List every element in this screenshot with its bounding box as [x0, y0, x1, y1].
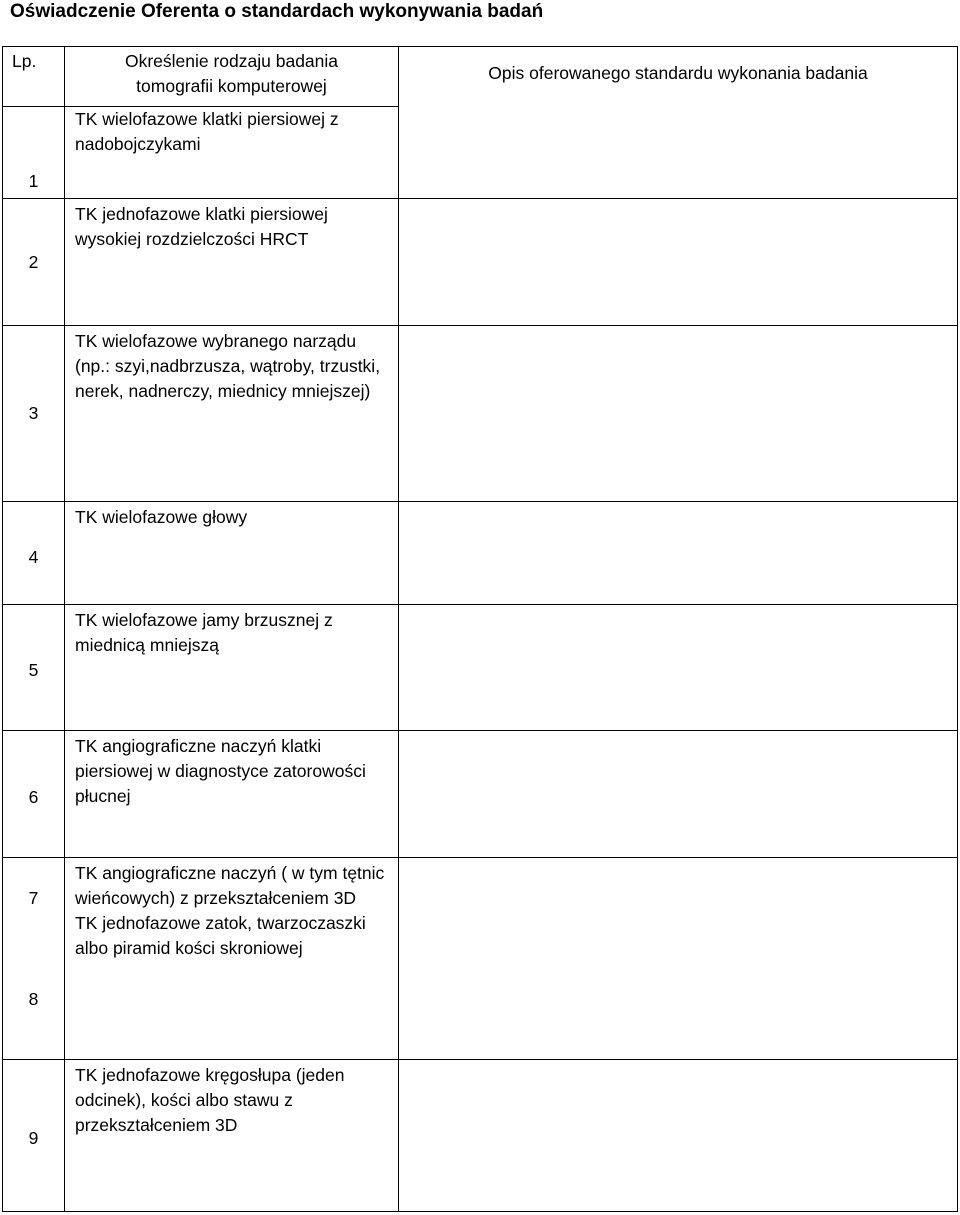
- header-description: Opis oferowanego standardu wykonania badania: [399, 47, 958, 199]
- row-description[interactable]: [399, 502, 958, 605]
- header-exam-type: [65, 47, 399, 107]
- row-exam-type: TK wielofazowe klatki piersiowej z nadobojczykami: [65, 107, 399, 199]
- row-exam-type: TK jednofazowe kręgosłupa (jeden odcinek), kości albo stawu z przekształceniem 3D: [65, 1060, 399, 1212]
- table-row: [3, 326, 958, 502]
- header-exam-type-line1: Określenie rodzaju badania: [124, 51, 339, 71]
- table-row-group: [3, 858, 958, 1060]
- row-exam-type: TK angiograficzne naczyń ( w tym tętnic wieńcowych) z przekształceniem 3D: [75, 863, 385, 908]
- table-row: [3, 731, 958, 858]
- row-exam-type: TK wielofazowe jamy brzusznej z miednicą mniejszą: [65, 605, 399, 731]
- row-exam-type: TK wielofazowe wybranego narządu (np.: szyi,nadbrzusza, wątroby, trzustki, nerek, nadnerczy, miednicy mniejszej): [65, 326, 399, 502]
- table-row: [3, 502, 958, 605]
- header-exam-type-line2: tomografii komputerowej: [136, 76, 327, 96]
- row-description[interactable]: [399, 1060, 958, 1212]
- row-lp: 3: [3, 326, 65, 502]
- row-lp: 7: [28, 888, 39, 908]
- row-description[interactable]: [399, 199, 958, 326]
- row-exam-type: TK jednofazowe klatki piersiowej wysokiej rozdzielczości HRCT: [65, 199, 399, 326]
- row-exam-type-group: [65, 858, 399, 1060]
- row-lp: 8: [28, 989, 39, 1009]
- row-lp: 5: [3, 605, 65, 731]
- row-description[interactable]: [399, 858, 958, 1060]
- table-row: [3, 605, 958, 731]
- row-lp: 2: [3, 199, 65, 326]
- table-row: [3, 199, 958, 326]
- row-description[interactable]: [399, 605, 958, 731]
- header-lp: Lp.: [3, 47, 65, 107]
- document-title: Oświadczenie Oferenta o standardach wykonywania badań: [10, 1, 544, 22]
- row-lp: 1: [3, 107, 65, 199]
- row-lp: 6: [3, 731, 65, 858]
- table-row: [3, 1060, 958, 1212]
- row-lp: 4: [3, 502, 65, 605]
- row-lp: 9: [3, 1060, 65, 1212]
- row-lp-group: [3, 858, 65, 1060]
- standards-table: [2, 46, 958, 1212]
- row-exam-type: TK jednofazowe zatok, twarzoczaszki albo piramid kości skroniowej: [75, 913, 366, 958]
- row-exam-type: TK angiograficzne naczyń klatki piersiowej w diagnostyce zatorowości płucnej: [65, 731, 399, 858]
- row-exam-type: TK wielofazowe głowy: [65, 502, 399, 605]
- row-description[interactable]: [399, 731, 958, 858]
- row-description[interactable]: [399, 326, 958, 502]
- table-header-row: [3, 47, 958, 107]
